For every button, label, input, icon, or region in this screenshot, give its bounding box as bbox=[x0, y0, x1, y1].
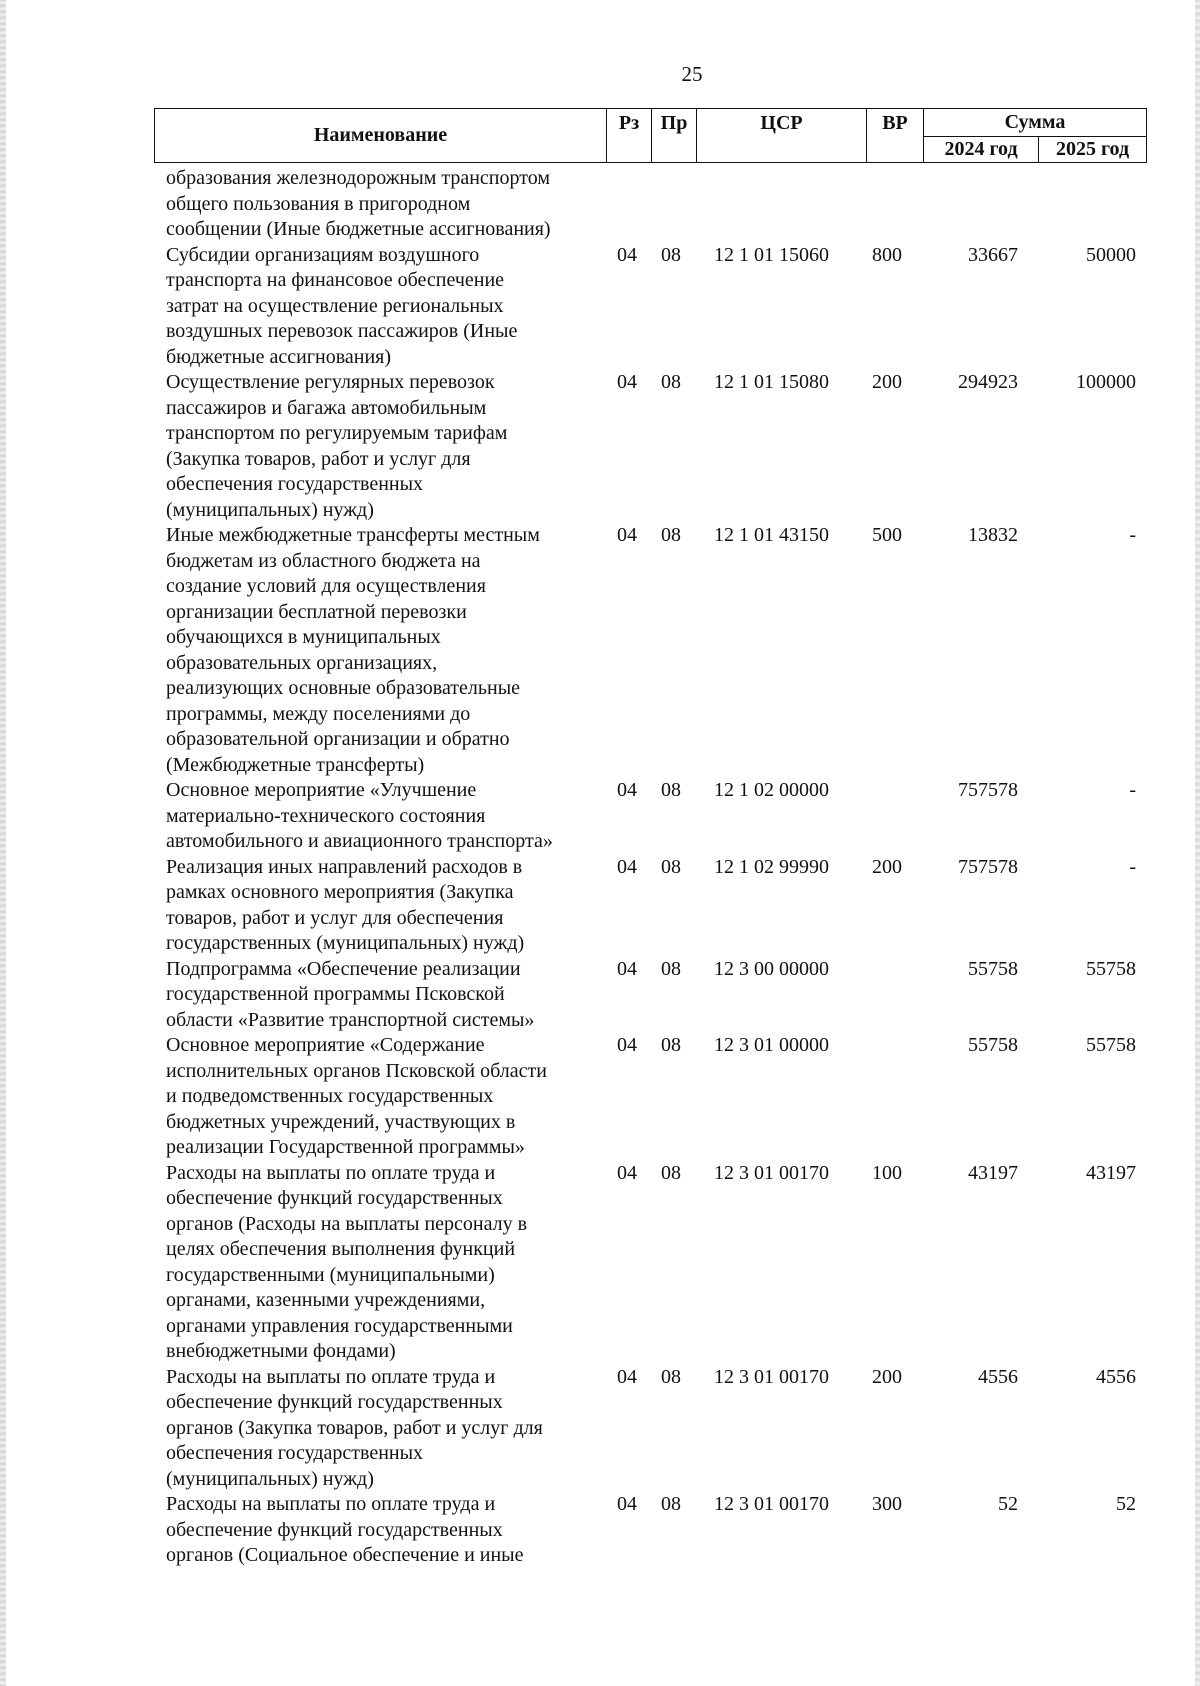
row-name: Субсидии организациям воздушного транспорта на финансовое обеспечение затрат на осуществление региональных воздушных перевозок пассажиров (Иные бюджетные ассигнования) bbox=[166, 243, 518, 368]
page-number: 25 bbox=[681, 62, 703, 86]
table-row bbox=[0, 1365, 1200, 1493]
row-name: Основное мероприятие «Улучшение материально-технического состояния автомобильного и авиационного транспорта» bbox=[166, 779, 553, 852]
row-name: Осуществление регулярных перевозок пассажиров и багажа автомобильным транспортом по регулируемым тарифам (Закупка товаров, работ и услуг для обеспечения государственных (муниципальных) нужд) bbox=[166, 371, 508, 521]
row-rz: 04 bbox=[617, 779, 637, 801]
row-sum-2025: 43197 bbox=[1086, 1161, 1136, 1184]
row-csr: 12 3 01 00170 bbox=[714, 1493, 829, 1515]
header-vr: ВР bbox=[867, 109, 924, 163]
table-row bbox=[0, 370, 1200, 523]
row-sum-2024: 43197 bbox=[968, 1161, 1018, 1184]
row-sum-2024: 33667 bbox=[968, 243, 1018, 266]
row-sum-2024: 4556 bbox=[978, 1365, 1018, 1388]
row-pr: 08 bbox=[661, 957, 681, 980]
table-row bbox=[0, 778, 1200, 855]
row-sum-2025: - bbox=[1129, 524, 1136, 546]
row-rz: 04 bbox=[617, 855, 637, 878]
header-year-2024: 2024 год bbox=[924, 137, 1039, 163]
row-pr: 08 bbox=[661, 1161, 681, 1184]
table-row bbox=[0, 1033, 1200, 1161]
row-sum-2025: 52 bbox=[1116, 1493, 1136, 1515]
row-name: Иные межбюджетные трансферты местным бюджетам из областного бюджета на создание условий для осуществления организации бесплатной перевозки обучающихся в муниципальных образовательных организациях, реализующих основные образовательные программы, между поселениями до образовательной организации и обратно (Межбюджетные трансферты) bbox=[166, 524, 540, 776]
row-sum-2024: 757578 bbox=[958, 855, 1018, 878]
row-vr: 200 bbox=[872, 855, 902, 878]
row-pr: 08 bbox=[661, 1034, 681, 1056]
table-row bbox=[0, 957, 1200, 1034]
row-sum-2025: 100000 bbox=[1076, 371, 1136, 393]
row-sum-2024: 52 bbox=[998, 1493, 1018, 1515]
row-rz: 04 bbox=[617, 957, 637, 980]
row-rz: 04 bbox=[617, 243, 637, 266]
row-name: образования железнодорожным транспортом общего пользования в пригородном сообщении (Иные бюджетные ассигнования) bbox=[166, 167, 551, 240]
row-vr: 800 bbox=[872, 243, 902, 266]
row-name: Расходы на выплаты по оплате труда и обеспечение функций государственных органов (Расходы на выплаты персоналу в целях обеспечения выполнения функций государственными (муниципальными) органами, казенными учреждениями, органами управления государственными внебюджетными фондами) bbox=[166, 1161, 528, 1362]
header-name: Наименование bbox=[155, 109, 607, 163]
row-rz: 04 bbox=[617, 524, 637, 546]
table-row bbox=[0, 1161, 1200, 1365]
table-row bbox=[0, 855, 1200, 957]
budget-table-header bbox=[154, 108, 1147, 163]
header-year-2025: 2025 год bbox=[1039, 137, 1147, 163]
row-vr: 500 bbox=[872, 524, 902, 546]
row-pr: 08 bbox=[661, 371, 681, 393]
header-csr: ЦСР bbox=[697, 109, 867, 163]
row-vr: 200 bbox=[872, 1365, 902, 1388]
row-pr: 08 bbox=[661, 855, 681, 878]
row-sum-2025: 50000 bbox=[1086, 243, 1136, 266]
row-sum-2024: 13832 bbox=[968, 524, 1018, 546]
row-pr: 08 bbox=[661, 779, 681, 801]
row-sum-2025: - bbox=[1129, 855, 1136, 878]
table-row bbox=[0, 243, 1200, 371]
row-rz: 04 bbox=[617, 371, 637, 393]
row-name: Реализация иных направлений расходов в рамках основного мероприятия (Закупка товаров, работ и услуг для обеспечения государственных (муниципальных) нужд) bbox=[166, 855, 525, 954]
header-pr: Пр bbox=[652, 109, 697, 163]
row-sum-2025: - bbox=[1129, 779, 1136, 801]
row-name: Расходы на выплаты по оплате труда и обеспечение функций государственных органов (Социальное обеспечение и иные bbox=[166, 1493, 524, 1566]
row-name: Подпрограмма «Обеспечение реализации государственной программы Псковской области «Развитие транспортной системы» bbox=[166, 957, 535, 1031]
row-vr: 100 bbox=[872, 1161, 902, 1184]
row-sum-2024: 55758 bbox=[968, 957, 1018, 980]
row-csr: 12 3 01 00000 bbox=[714, 1034, 829, 1056]
row-csr: 12 1 01 15080 bbox=[714, 371, 829, 393]
table-row bbox=[0, 523, 1200, 778]
row-name: Расходы на выплаты по оплате труда и обеспечение функций государственных органов (Закупка товаров, работ и услуг для обеспечения государственных (муниципальных) нужд) bbox=[166, 1365, 543, 1490]
row-pr: 08 bbox=[661, 524, 681, 546]
row-pr: 08 bbox=[661, 1365, 681, 1388]
row-sum-2025: 55758 bbox=[1086, 1034, 1136, 1056]
row-rz: 04 bbox=[617, 1034, 637, 1056]
row-sum-2024: 757578 bbox=[958, 779, 1018, 801]
row-rz: 04 bbox=[617, 1493, 637, 1515]
row-sum-2025: 55758 bbox=[1086, 957, 1136, 980]
row-csr: 12 3 00 00000 bbox=[714, 957, 829, 980]
row-sum-2025: 4556 bbox=[1096, 1365, 1136, 1388]
row-csr: 12 3 01 00170 bbox=[714, 1365, 829, 1388]
row-pr: 08 bbox=[661, 243, 681, 266]
table-row bbox=[0, 166, 1200, 243]
row-sum-2024: 55758 bbox=[968, 1034, 1018, 1056]
row-csr: 12 1 01 15060 bbox=[714, 243, 829, 266]
row-csr: 12 3 01 00170 bbox=[714, 1161, 829, 1184]
header-sum: Сумма bbox=[924, 109, 1147, 137]
row-vr: 300 bbox=[872, 1493, 902, 1515]
table-row bbox=[0, 1492, 1200, 1569]
row-sum-2024: 294923 bbox=[958, 371, 1018, 393]
row-pr: 08 bbox=[661, 1493, 681, 1515]
row-name: Основное мероприятие «Содержание исполнительных органов Псковской области и подведомственных государственных бюджетных учреждений, участвующих в реализации Государственной программы» bbox=[166, 1034, 547, 1158]
row-vr: 200 bbox=[872, 371, 902, 393]
row-csr: 12 1 02 99990 bbox=[714, 855, 829, 878]
header-rz: Рз bbox=[607, 109, 652, 163]
row-rz: 04 bbox=[617, 1365, 637, 1388]
row-csr: 12 1 01 43150 bbox=[714, 524, 829, 546]
row-csr: 12 1 02 00000 bbox=[714, 779, 829, 801]
budget-table-body bbox=[0, 166, 1200, 1569]
row-rz: 04 bbox=[617, 1161, 637, 1184]
